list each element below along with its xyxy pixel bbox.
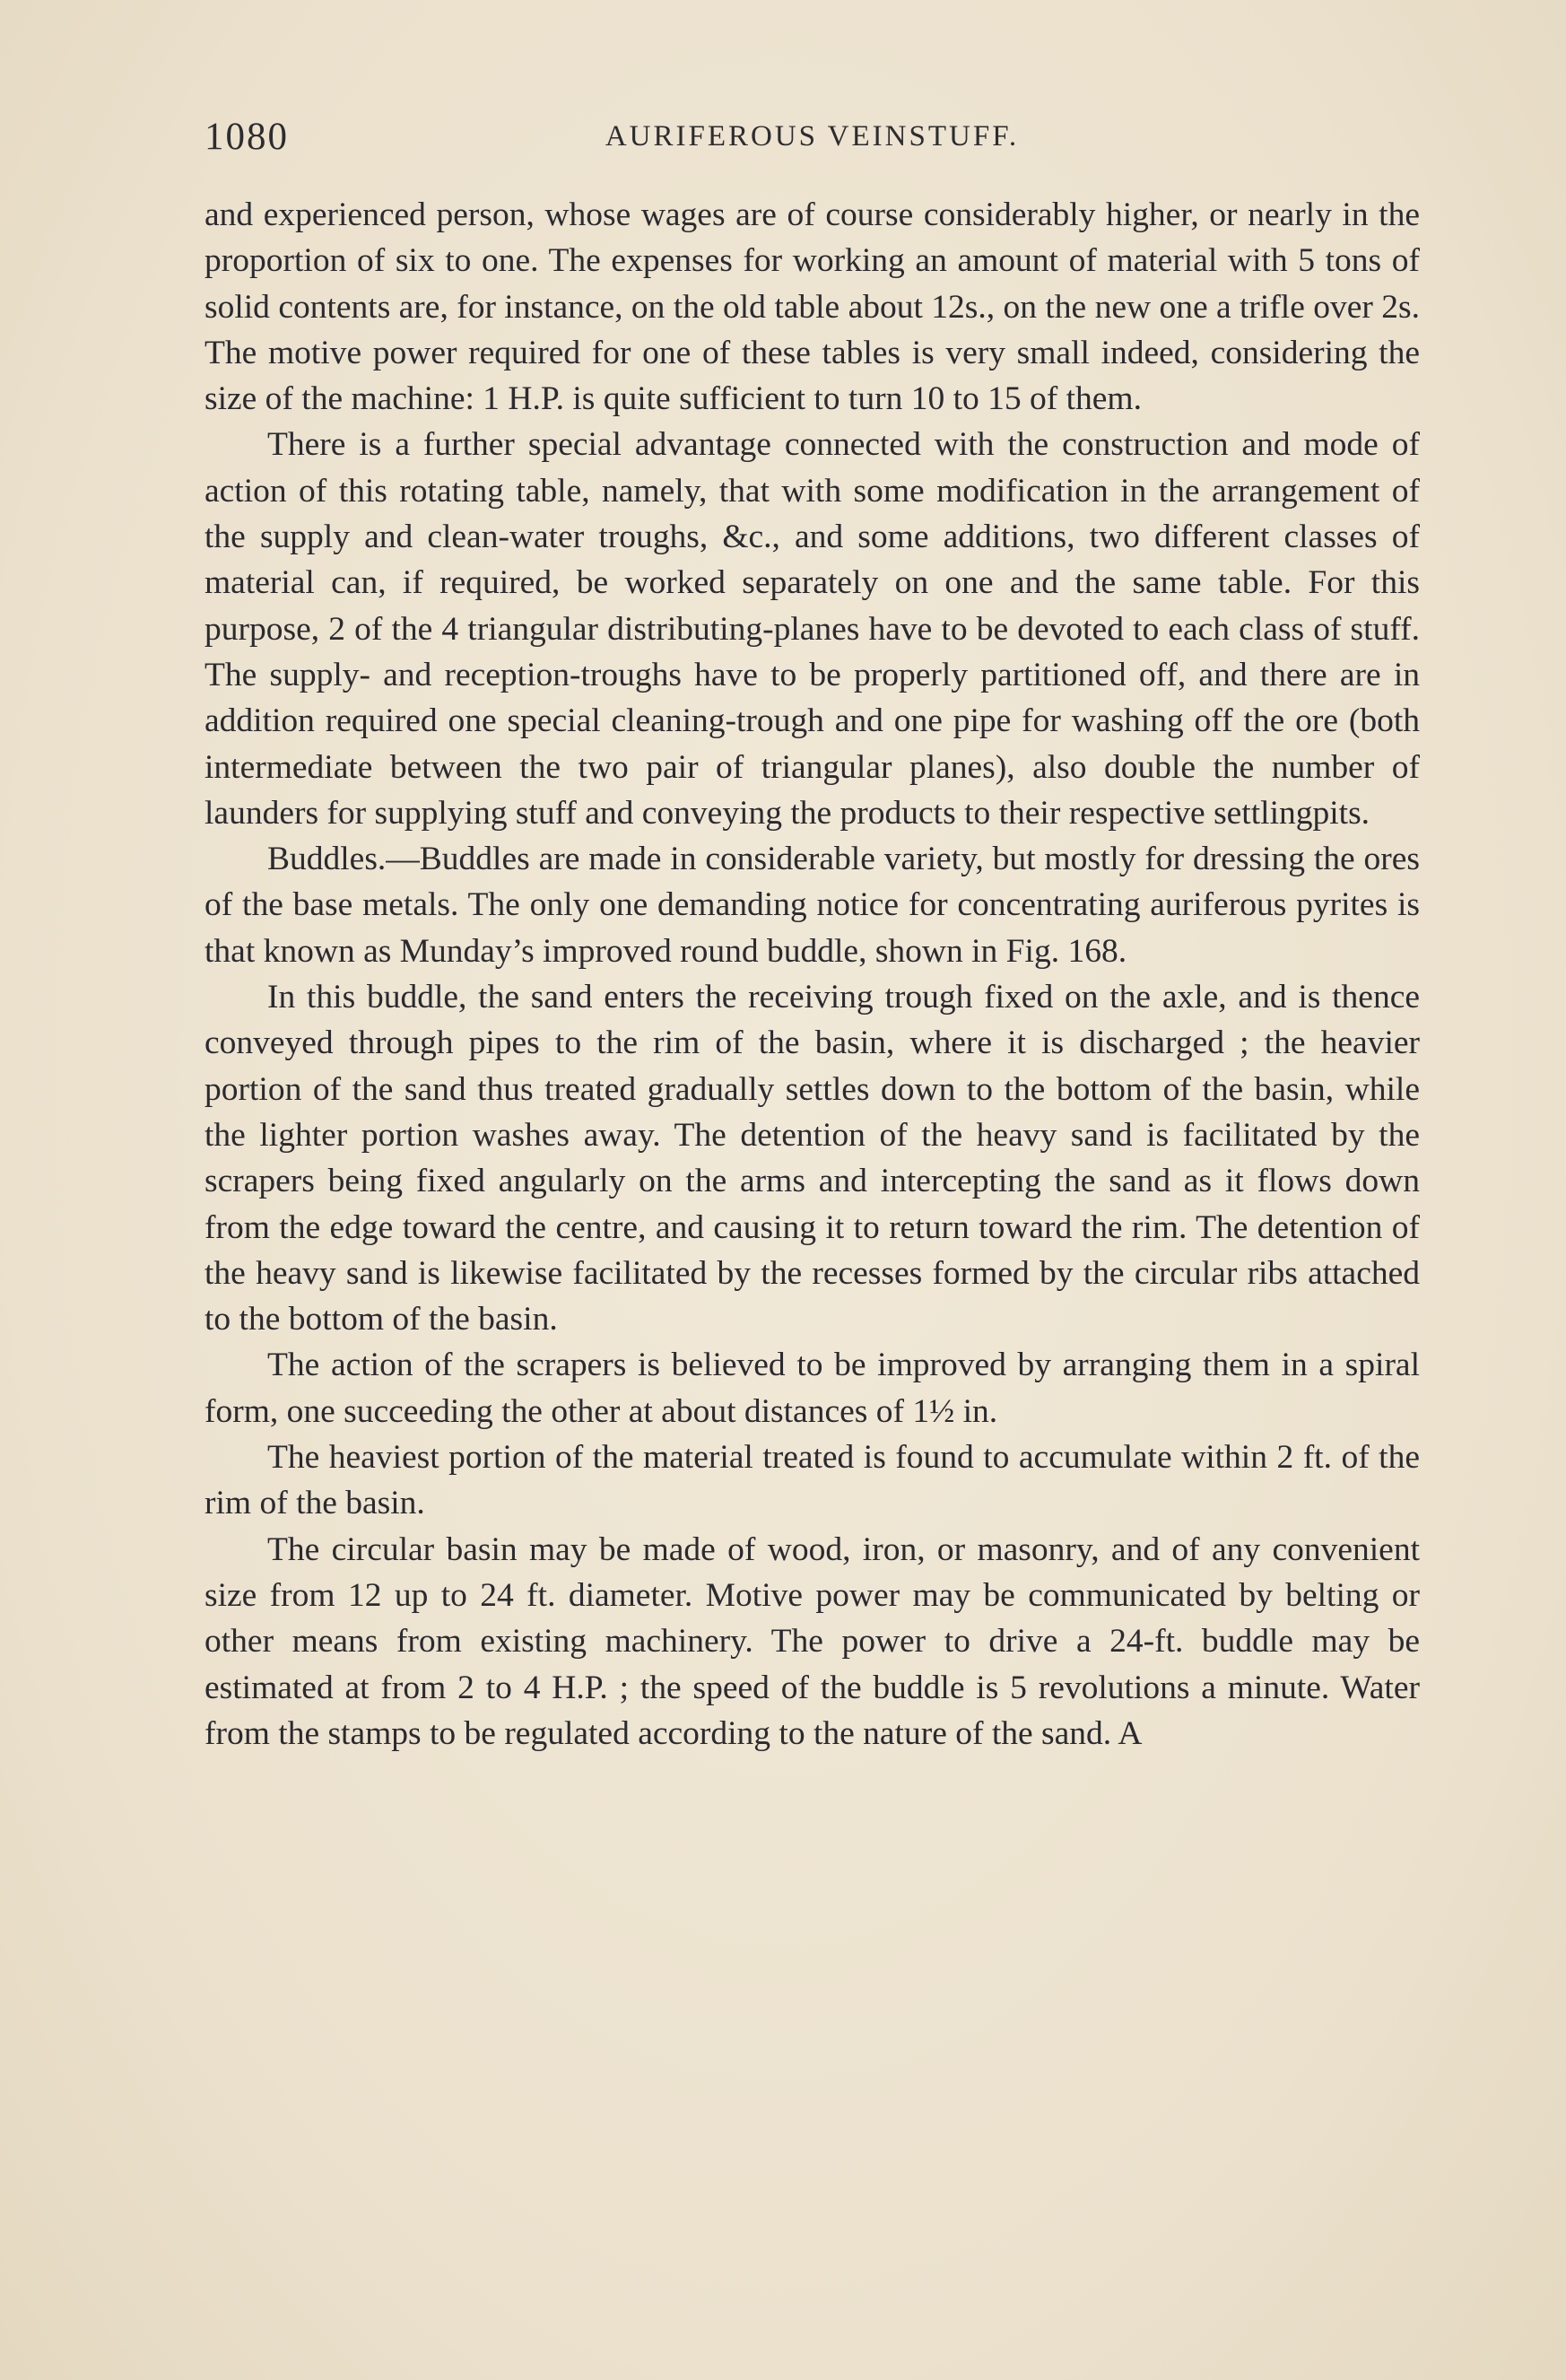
- page-number: 1080: [204, 116, 289, 158]
- paragraph-circular-basin: The circular basin may be made of wood, iron, or masonry, and of any convenient size from 12 up to 24 ft. diameter. Motive power may be communicated by belting or other means from existing machinery. The power to drive a 24-ft. buddle may be estimated at from 2 to 4 H.P. ; the speed of the buddle is 5 revolutions a minute. Water from the stamps to be regulated according to the nature of the sand. A: [204, 1530, 1420, 1752]
- paragraph-scrapers: The action of the scrapers is believed to be improved by arranging them in a spiral form, one succeeding the other at about distances of 1½ in.: [204, 1347, 1420, 1430]
- body-text: [204, 192, 1420, 1757]
- paragraph-rotating-table-advantage: There is a further special advantage connected with the construction and mode of action of this rotating table, namely, that with some modification in the arrangement of the supply and clean-water troughs, &c., and some additions, two different classes of material can, if required, be worked separately on one and the same table. For this purpose, 2 of the 4 triangular distributing-planes have to be devoted to each class of stuff. The supply- and reception-troughs have to be properly partitioned off, and there are in addition required one special cleaning-trough and one pipe for washing off the ore (both intermediate between the two pair of triangular planes), also double the number of launders for supplying stuff and conveying the products to their respective settlingpits.: [204, 426, 1420, 832]
- paragraph-continued: and experienced person, whose wages are of course considerably higher, or nearly in the proportion of six to one. The expenses for working an amount of material with 5 tons of solid contents are, for instance, on the old table about 12s., on the new one a trifle over 2s. The motive power required for one of these tables is very small indeed, considering the size of the machine: 1 H.P. is quite sufficient to turn 10 to 15 of them.: [204, 196, 1420, 418]
- paragraph-heaviest-portion: The heaviest portion of the material treated is found to accumulate within 2 ft. of the rim of the basin.: [204, 1439, 1420, 1522]
- page-header: [204, 115, 1420, 169]
- paragraph-buddle-operation: In this buddle, the sand enters the receiving trough fixed on the axle, and is thence conveyed through pipes to the rim of the basin, where it is discharged ; the heavier portion of the sand thus treated gradually settles down to the bottom of the basin, while the lighter portion washes away. The detention of the heavy sand is facilitated by the scrapers being fixed angularly on the arms and intercepting the sand as it flows down from the edge toward the centre, and causing it to return toward the rim. The detention of the heavy sand is likewise facilitated by the recesses formed by the circular ribs attached to the bottom of the basin.: [204, 979, 1420, 1338]
- paragraph-buddles: Buddles.—Buddles are made in considerable variety, but mostly for dressing the ores of the base metals. The only one demanding notice for concentrating auriferous pyrites is that known as Munday’s improved round buddle, shown in Fig. 168.: [204, 841, 1420, 970]
- running-title: AURIFEROUS VEINSTUFF.: [605, 120, 1020, 153]
